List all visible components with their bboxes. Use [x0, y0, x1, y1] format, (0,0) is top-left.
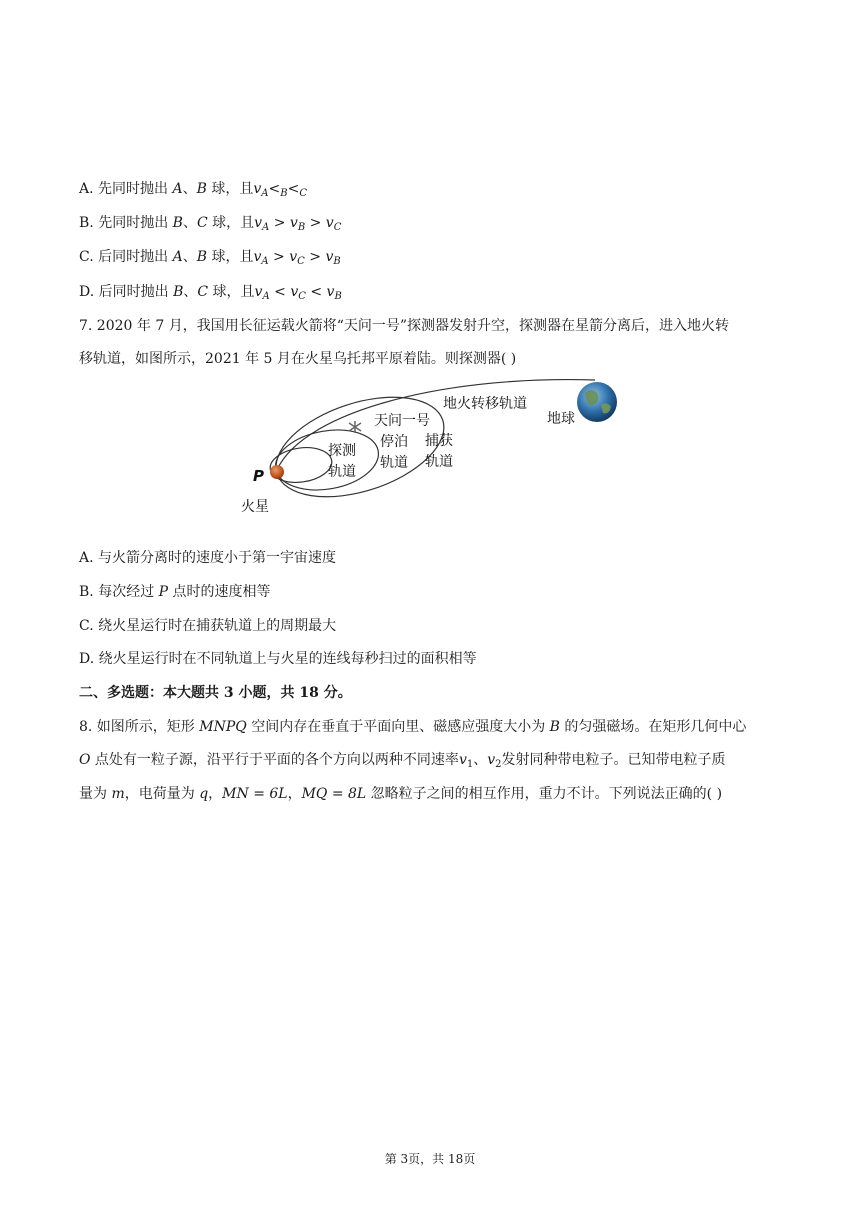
label-point-p: P — [253, 467, 264, 485]
label-capture-1: 捕获 — [425, 433, 453, 449]
q6-option-d: D. 后同时抛出 B、C 球，且$v_A < v_C < v_B$ — [79, 284, 342, 302]
label-detect-2: 轨道 — [328, 464, 356, 480]
q8-line1: 8. 如图所示，矩形 MNPQ 空间内存在垂直于平面向里、磁感应强度大小为 B 的匀强磁场。在矩形几何中心 — [79, 719, 747, 735]
q6-d-expr: $v_A < v_C < v_B$ — [254, 284, 342, 302]
section-title: 二、多选题：本大题共 3 小题，共 18 分。 — [79, 685, 352, 701]
label-mars: 火星 — [241, 499, 269, 515]
label-transfer-orbit: 地火转移轨道 — [443, 396, 527, 412]
v2-symbol: $v_2$ — [487, 752, 502, 770]
q7-stem-line2: 移轨道，如图所示，2021 年 5 月在火星乌托邦平原着陆。则探测器( ) — [79, 351, 517, 367]
orbit-figure — [235, 375, 625, 520]
q6-option-a: A. 先同时抛出 A、B 球，且$v_A<_B<_C$ — [79, 181, 307, 199]
q7-option-b: B. 每次经过 P 点时的速度相等 — [79, 584, 271, 600]
q7-option-a: A. 与火箭分离时的速度小于第一宇宙速度 — [79, 550, 337, 566]
q8-line3: 量为 m，电荷量为 q，MN = 6L，MQ = 8L 忽略粒子之间的相互作用，重力不计。下列说法正确的( ) — [79, 786, 723, 802]
page-footer: 第 3页，共 18页 — [384, 1152, 476, 1166]
v1-symbol: $v_1$ — [458, 752, 474, 770]
mars-icon — [270, 465, 284, 479]
q6-c-expr: $v_A > v_C > v_B$ — [253, 249, 341, 267]
label-probe: 天问一号 — [374, 413, 430, 429]
q7-option-d: D. 绕火星运行时在不同轨道上与火星的连线每秒扫过的面积相等 — [79, 651, 477, 667]
q7-stem-line1: 7. 2020 年 7 月，我国用长征运载火箭将“天问一号”探测器发射升空，探测器在星箭分离后，进入地火转 — [79, 318, 730, 334]
q6-a-expr: $v_A<_B<_C$ — [253, 181, 307, 199]
q6-option-c: C. 后同时抛出 A、B 球，且$v_A > v_C > v_B$ — [79, 249, 341, 267]
label-park-1: 停泊 — [380, 434, 408, 450]
parking-orbit — [271, 422, 383, 497]
label-earth: 地球 — [547, 411, 575, 427]
q6-b-expr: $v_A > v_B > v_C$ — [254, 215, 342, 233]
label-park-2: 轨道 — [380, 455, 408, 471]
detection-orbit — [268, 444, 334, 486]
label-capture-2: 轨道 — [425, 454, 453, 470]
label-detect-1: 探测 — [328, 443, 356, 459]
q6-option-b: B. 先同时抛出 B、C 球，且$v_A > v_B > v_C$ — [79, 215, 342, 233]
q7-option-c: C. 绕火星运行时在捕获轨道上的周期最大 — [79, 618, 337, 634]
earth-icon — [577, 382, 617, 422]
q8-line2: O 点处有一粒子源，沿平行于平面的各个方向以两种不同速率$v_1$、$v_2$发射同种带电粒子。已知带电粒子质 — [79, 752, 726, 770]
